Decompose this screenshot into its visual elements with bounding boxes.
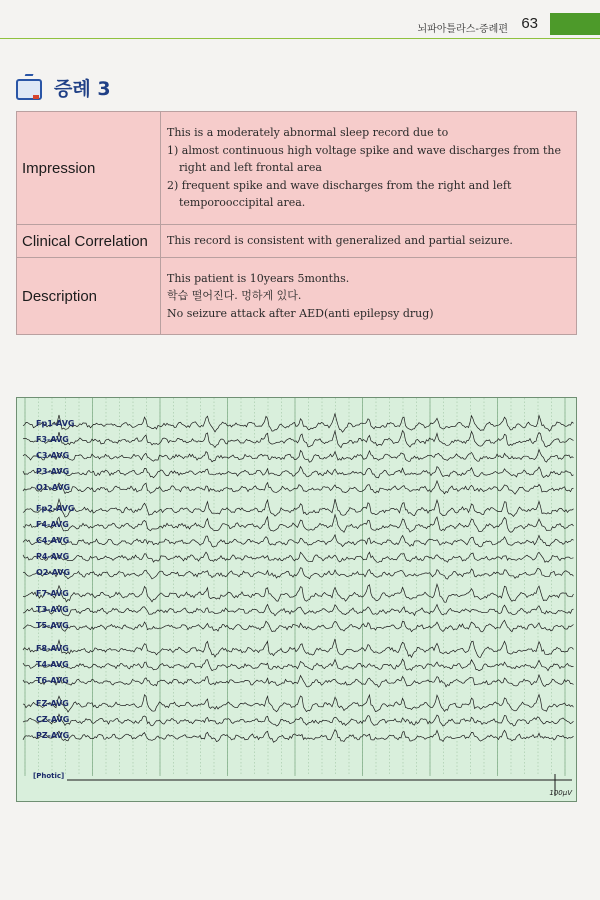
impression-row <box>17 112 577 225</box>
eeg-recording-figure <box>16 397 577 802</box>
eeg-trace-t6-avg <box>23 675 574 687</box>
amplitude-scale-label: 100μV <box>549 789 572 797</box>
channel-label-cz-avg: CZ-AVG <box>36 715 70 724</box>
channel-label-t4-avg: T4-AVG <box>36 660 69 669</box>
channel-label-fp2-avg: Fp2-AVG <box>36 504 75 513</box>
channel-label-c4-avg: C4-AVG <box>36 536 70 545</box>
impression-item-2: 2) frequent spike and wave discharges from the right and left temporooccipital area. <box>167 178 512 210</box>
impression-intro: This is a moderately abnormal sleep record due to <box>167 126 449 140</box>
clinical-correlation-label: Clinical Correlation <box>17 225 161 258</box>
channel-label-o1-avg: O1-AVG <box>36 483 71 492</box>
eeg-trace-o2-avg <box>23 568 574 579</box>
eeg-trace-f8-avg <box>23 639 574 658</box>
channel-label-fz-avg: FZ-AVG <box>36 699 69 708</box>
eeg-trace-f4-avg <box>23 515 574 533</box>
impression-item-1: 1) almost continuous high voltage spike and wave discharges from the right and left frontal area <box>167 143 562 175</box>
tv-icon <box>16 75 42 99</box>
case-summary-table <box>16 111 577 335</box>
impression-label: Impression <box>17 112 161 225</box>
eeg-trace-cz-avg <box>23 714 574 726</box>
description-row <box>17 258 577 335</box>
eeg-trace-fz-avg <box>23 695 574 712</box>
channel-label-fp1-avg: Fp1-AVG <box>36 419 75 428</box>
impression-content <box>161 112 577 225</box>
description-line-3: No seizure attack after AED(anti epilepsy drug) <box>167 306 434 320</box>
channel-label-t5-avg: T5-AVG <box>36 621 69 630</box>
eeg-trace-c3-avg <box>23 450 574 463</box>
description-line-1: This patient is 10years 5months. <box>167 271 350 285</box>
header-rule <box>0 38 600 39</box>
eeg-trace-o1-avg <box>23 481 574 494</box>
eeg-trace-t3-avg <box>23 604 574 616</box>
page-number: 63 <box>521 15 538 32</box>
eeg-trace-t4-avg <box>23 659 574 671</box>
photic-channel-label: [Photic] <box>33 772 65 780</box>
channel-label-f7-avg: F7-AVG <box>36 589 69 598</box>
channel-label-p3-avg: P3-AVG <box>36 467 70 476</box>
channel-label-f4-avg: F4-AVG <box>36 520 69 529</box>
case-heading <box>16 70 111 104</box>
eeg-trace-f3-avg <box>23 431 574 448</box>
clinical-correlation-row <box>17 225 577 258</box>
channel-label-t6-avg: T6-AVG <box>36 676 69 685</box>
channel-label-p4-avg: P4-AVG <box>36 552 70 561</box>
channel-label-c3-avg: C3-AVG <box>36 451 70 460</box>
eeg-trace-c4-avg <box>23 535 574 547</box>
eeg-trace-t5-avg <box>23 620 574 632</box>
eeg-trace-p4-avg <box>23 552 574 562</box>
eeg-trace-fp1-avg <box>23 413 574 432</box>
eeg-traces <box>17 398 577 802</box>
eeg-trace-pz-avg <box>23 730 574 743</box>
description-line-2: 학습 떨어진다. 멍하게 있다. <box>167 289 302 303</box>
eeg-trace-p3-avg <box>23 467 574 478</box>
clinical-correlation-content: This record is consistent with generalized and partial seizure. <box>161 225 577 258</box>
channel-label-pz-avg: PZ-AVG <box>36 731 70 740</box>
case-title: 증례 3 <box>54 77 111 100</box>
description-label: Description <box>17 258 161 335</box>
header-accent-tab <box>550 13 600 35</box>
eeg-trace-f7-avg <box>23 584 574 602</box>
description-content <box>161 258 577 335</box>
channel-label-f8-avg: F8-AVG <box>36 644 69 653</box>
channel-label-f3-avg: F3-AVG <box>36 435 69 444</box>
running-title: 뇌파아틀라스-증례편 <box>417 24 508 35</box>
eeg-trace-fp2-avg <box>23 499 574 517</box>
channel-label-o2-avg: O2-AVG <box>36 568 71 577</box>
channel-label-t3-avg: T3-AVG <box>36 605 69 614</box>
page-header <box>0 0 600 40</box>
